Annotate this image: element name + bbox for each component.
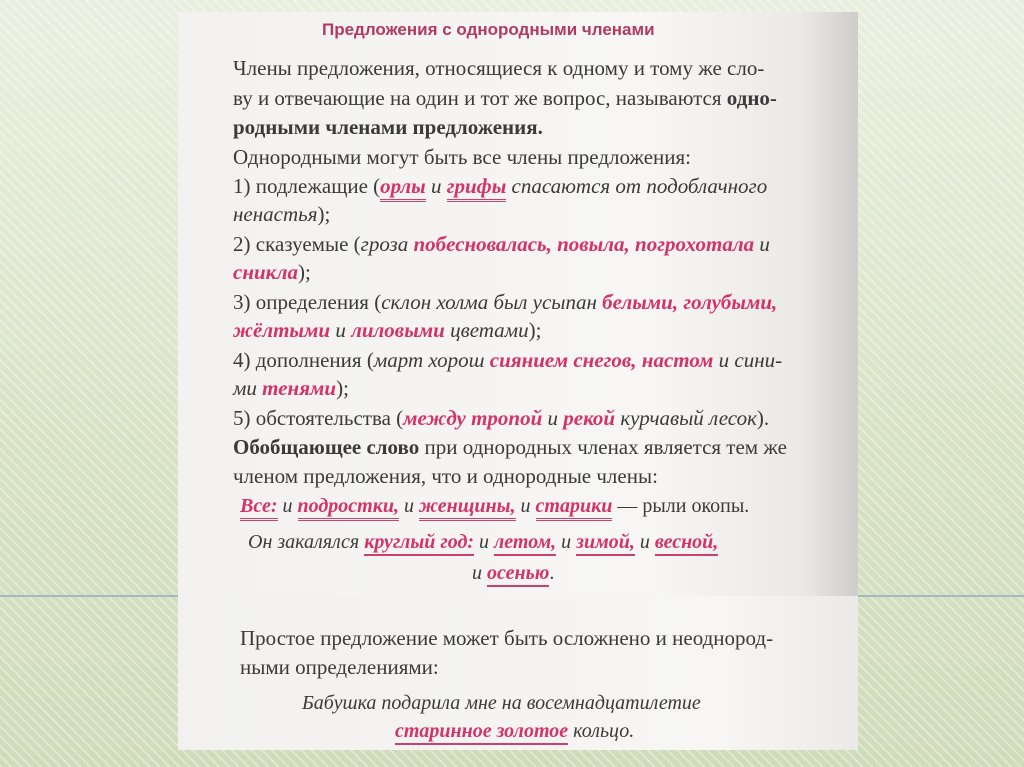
conj: и (515, 495, 536, 517)
punct: ); (317, 202, 331, 226)
example-text: склон холма был усыпан (381, 290, 603, 314)
attribute-1: белыми, (602, 290, 679, 314)
item-4-line-2 (233, 378, 349, 399)
item-1-line-2 (233, 204, 330, 225)
conj: и (754, 232, 770, 256)
example-text: ненастья (233, 202, 318, 226)
definition-line-2 (233, 88, 777, 109)
adverbial-2: рекой (563, 406, 616, 430)
generalizing-line-1 (233, 437, 787, 458)
item-3-line-1 (233, 292, 777, 313)
punct: ). (756, 406, 770, 430)
object-3: тенями (262, 376, 337, 400)
example-3-line-1: Бабушка подарила мне на восемнадцатилетие (302, 692, 701, 714)
item-5-line (233, 408, 769, 429)
definition-term: одно- (726, 86, 777, 110)
intro-line: Однородными могут быть все члены предложения: (233, 145, 691, 169)
conj: и (474, 531, 495, 553)
conj: и (398, 495, 419, 517)
example-text: цветами (444, 318, 529, 342)
definition-text: ву и отвечающие на один и тот же вопрос, называются (233, 86, 727, 110)
predicate-3: погрохотала (635, 232, 755, 256)
example-2-line-1 (248, 532, 718, 552)
definition-line-1: Члены предложения, относящиеся к одному и тому же сло- (233, 56, 765, 80)
attribute-2: голубыми, (683, 290, 778, 314)
conj: и (425, 174, 447, 198)
item-2-line-2 (233, 262, 311, 283)
member-1: подростки, (298, 495, 399, 521)
example-text: гроза (360, 232, 414, 256)
attribute-3: жёлтыми (233, 318, 331, 342)
section-title: Предложения с однородными членами (322, 20, 655, 39)
example-text: спасаются от подоблачного (506, 174, 768, 198)
member-2: зимой, (576, 531, 635, 556)
object-2: настом (641, 348, 714, 372)
conj: и (277, 495, 298, 517)
member-3: весной, (655, 531, 718, 556)
simple-line-1: Простое предложение может быть осложнено и неоднород- (240, 626, 774, 650)
item-1-line-1 (233, 176, 767, 197)
item-1-label: 1) подлежащие ( (233, 174, 381, 198)
general-word: Все: (240, 495, 278, 521)
conj: и сини- (713, 348, 783, 372)
predicate-4: сникла (233, 260, 298, 284)
conj: и (472, 562, 487, 584)
generalizing-line-2: членом предложения, что и однородные члены: (233, 464, 658, 488)
example-text: — рыли окопы. (612, 495, 750, 517)
punct: . (549, 562, 555, 584)
generalizing-term: Обобщающее слово (233, 435, 420, 459)
example-text: март хорош (373, 348, 490, 372)
member-4: осенью (487, 562, 549, 587)
item-2-line-1 (233, 234, 770, 255)
conj: и (556, 531, 577, 553)
object-1: сиянием снегов, (489, 348, 637, 372)
member-3: старики (536, 495, 613, 521)
example-text: курчавый лесок (615, 406, 757, 430)
simple-line-2: ными определениями: (240, 655, 439, 679)
predicate-1: побесновалась, (413, 232, 552, 256)
general-word: круглый год: (364, 531, 474, 556)
conj: и (634, 531, 655, 553)
item-4-label: 4) дополнения ( (233, 348, 374, 372)
item-3-label: 3) определения ( (233, 290, 382, 314)
subject-1: орлы (380, 174, 426, 202)
conj: и (330, 318, 352, 342)
predicate-2: повыла, (557, 232, 630, 256)
item-5-label: 5) обстоятельства ( (233, 406, 404, 430)
punct: ); (528, 318, 542, 342)
item-2-label: 2) сказуемые ( (233, 232, 361, 256)
definition-line-3: родными членами предложения. (233, 115, 543, 139)
example-2-line-2 (472, 563, 554, 583)
attributes: старинное золотое (395, 720, 568, 745)
example-text: Он закалялся (248, 531, 365, 553)
conj: и (542, 406, 564, 430)
punct: ); (298, 260, 311, 284)
item-3-line-2 (233, 320, 541, 341)
member-1: летом, (494, 531, 556, 556)
subject-2: грифы (447, 174, 507, 202)
example-text: ми (233, 376, 263, 400)
example-text: кольцо. (568, 720, 635, 742)
example-1 (240, 496, 749, 516)
attribute-4: лиловыми (351, 318, 445, 342)
member-2: женщины, (419, 495, 516, 521)
adverbial-1: между тропой (403, 406, 543, 430)
punct: ); (336, 376, 349, 400)
generalizing-text: при однородных членах является тем же (419, 435, 787, 459)
example-3-line-2 (395, 721, 634, 741)
item-4-line-1 (233, 350, 782, 371)
